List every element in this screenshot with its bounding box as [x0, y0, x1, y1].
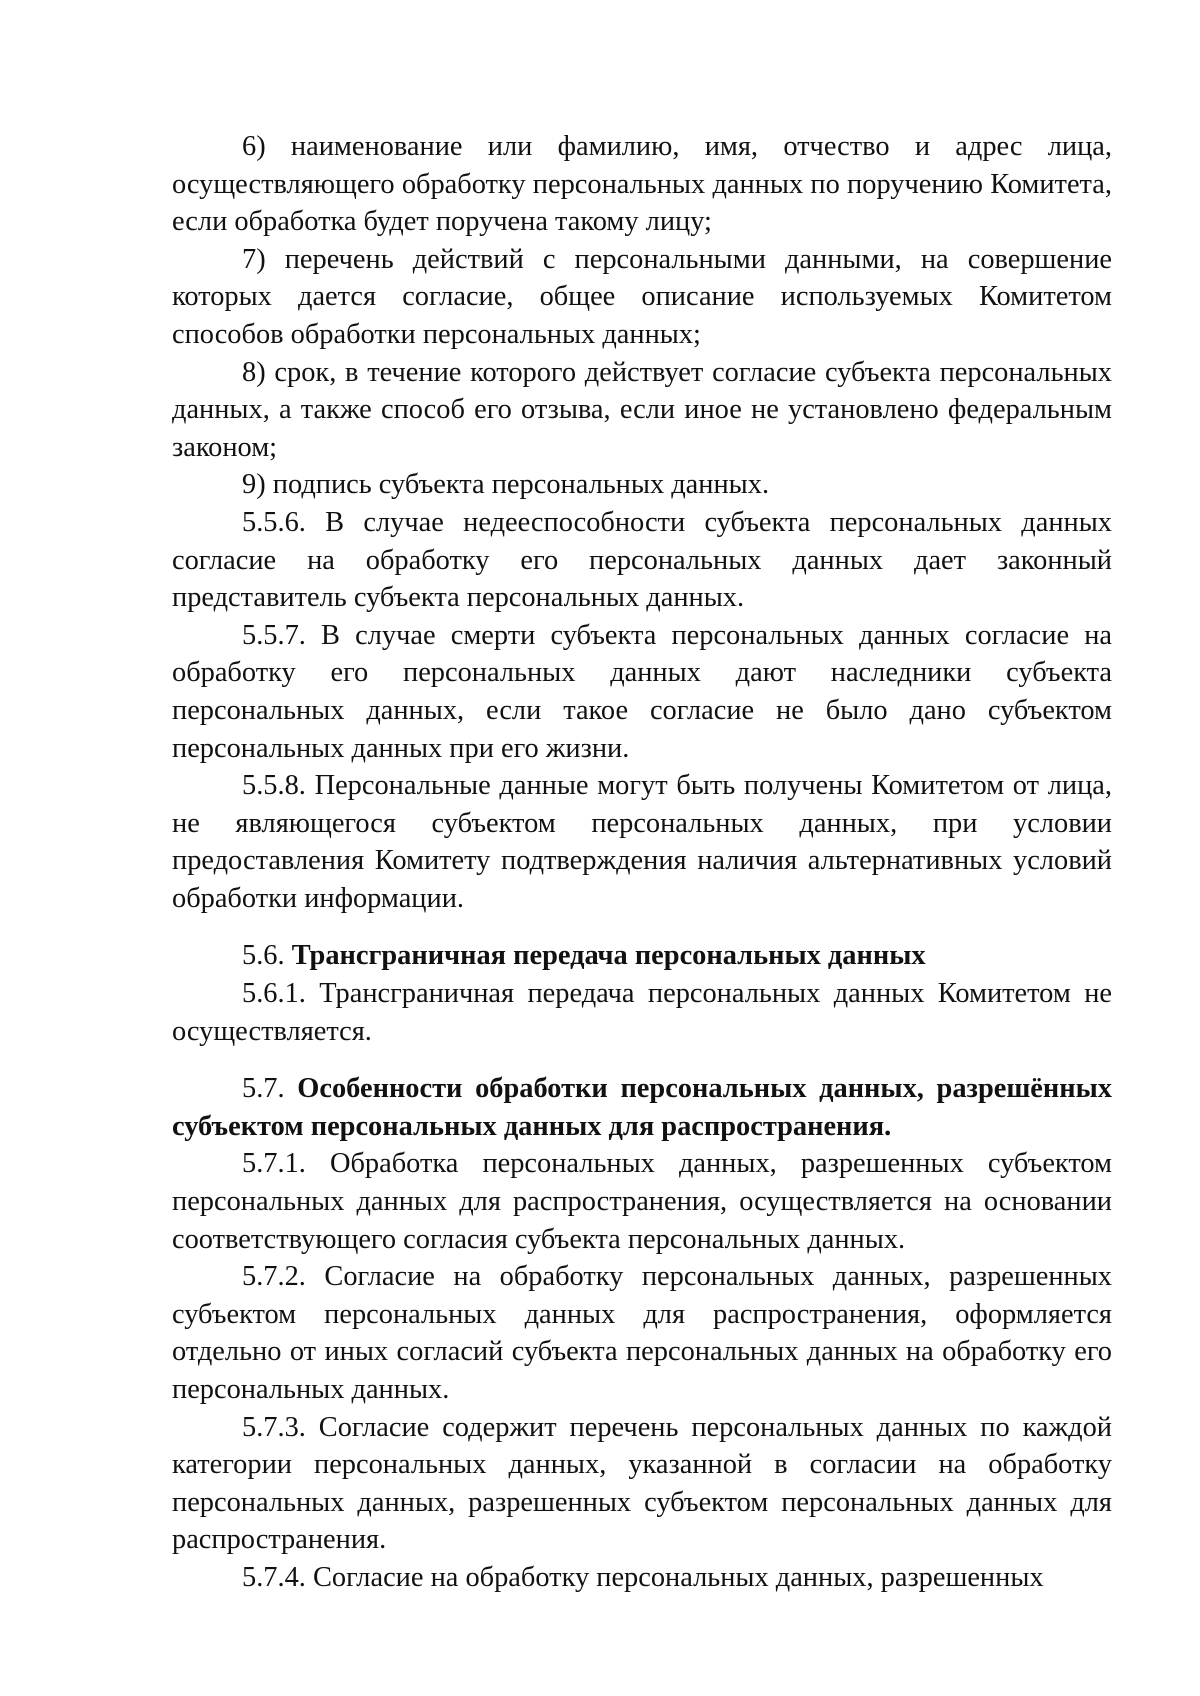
paragraph-9-signature: 9) подпись субъекта персональных данных. — [242, 469, 770, 501]
paragraph-5-7-4: 5.7.4. Согласие на обработку персональных данных, разрешенных — [242, 1561, 1044, 1593]
paragraph-5-5-6: 5.5.6. В случае недееспособности субъекта персональных данных согласие на обработку его персональных данных дает законный представитель субъекта персональных данных. — [172, 506, 1112, 614]
document-body — [172, 128, 1112, 1597]
paragraph-5-7-1: 5.7.1. Обработка персональных данных, разрешенных субъектом персональных данных для распространения, осуществляется на основании соответствующего согласия субъекта персональных данных. — [172, 1148, 1112, 1255]
section-number-5-7: 5.7. — [242, 1073, 285, 1105]
paragraph-5-7-3: 5.7.3. Согласие содержит перечень персональных данных по каждой категории персональных данных, указанной в согласии на обработку персональных данных, разрешенных субъектом персональных данных для распространения. — [172, 1411, 1112, 1556]
paragraph-8-consent-term: 8) срок, в течение которого действует согласие субъекта персональных данных, а также способ его отзыва, если иное не установлено федеральным законом; — [172, 356, 1112, 463]
paragraph-6-operator-name: 6) наименование или фамилию, имя, отчество и адрес лица, осуществляющего обработку персональных данных по поручению Комитета, если обработка будет поручена такому лицу; — [172, 131, 1112, 238]
paragraph-5-6-1: 5.6.1. Трансграничная передача персональных данных Комитетом не осуществляется. — [172, 978, 1112, 1047]
section-title-5-7: Особенности обработки персональных данных, разрешённых субъектом персональных данных для распространения. — [172, 1073, 1112, 1142]
paragraph-5-5-7: 5.5.7. В случае смерти субъекта персональных данных согласие на обработку его персональных данных дают наследники субъекта персональных данных, если такое согласие не было дано субъектом персональных данных при его жизни. — [172, 619, 1112, 764]
section-title-5-6: Трансграничная передача персональных данных — [291, 940, 926, 972]
paragraph-5-5-8: 5.5.8. Персональные данные могут быть получены Комитетом от лица, не являющегося субъектом персональных данных, при условии предоставления Комитету подтверждения наличия альтернативных условий обработки информации. — [172, 770, 1112, 914]
section-heading-5-7 — [172, 1070, 1112, 1145]
section-number-5-6: 5.6. — [242, 940, 285, 972]
section-heading-5-6 — [172, 937, 1112, 975]
paragraph-7-action-list: 7) перечень действий с персональными данными, на совершение которых дается согласие, общее описание используемых Комитетом способов обработки персональных данных; — [172, 243, 1112, 350]
paragraph-5-7-2: 5.7.2. Согласие на обработку персональных данных, разрешенных субъектом персональных данных для распространения, оформляется отдельно от иных согласий субъекта персональных данных на обработку его персональных данных. — [172, 1261, 1112, 1405]
